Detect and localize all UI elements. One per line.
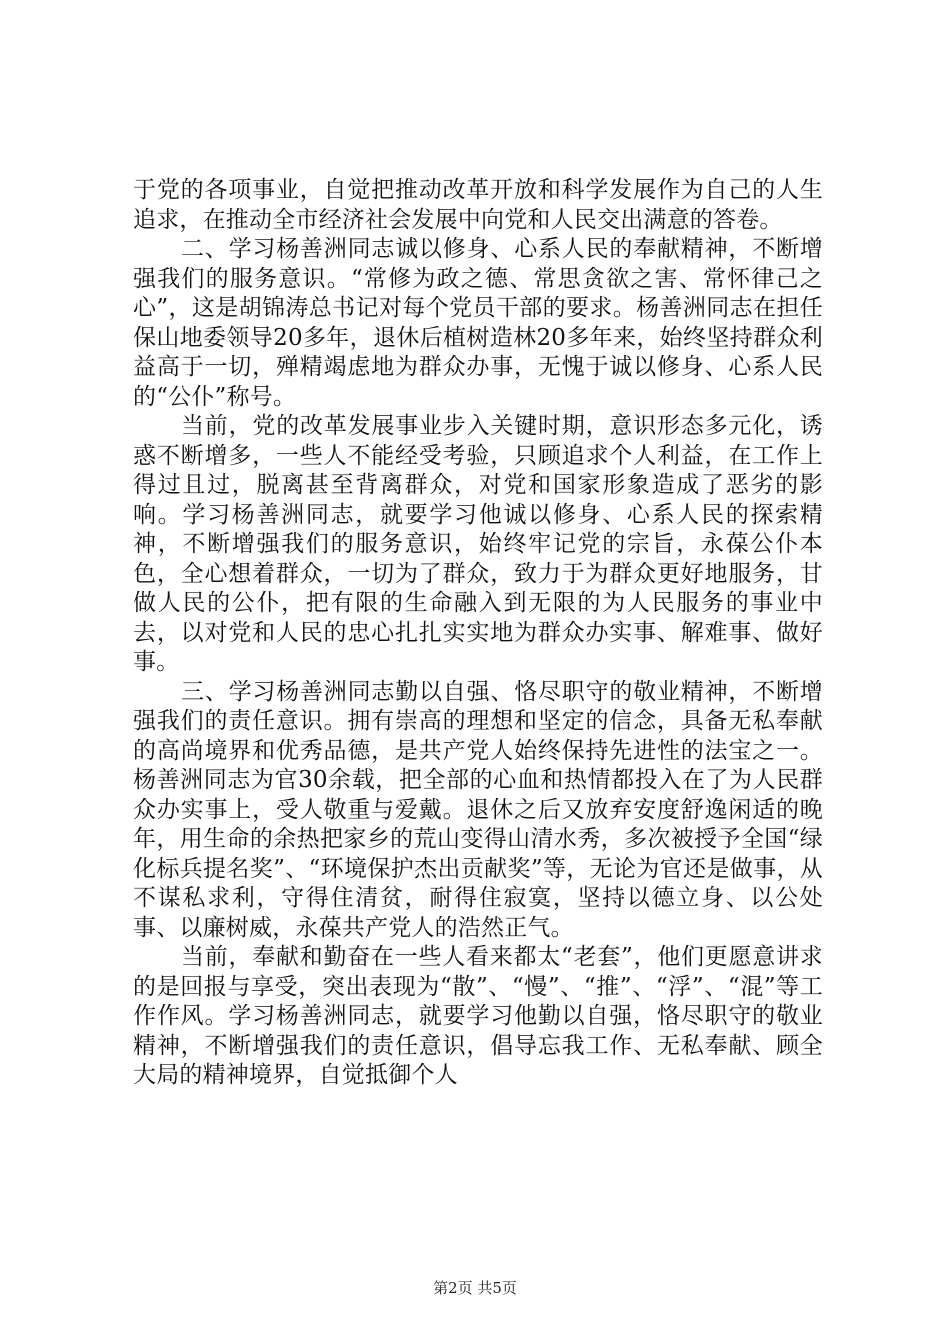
- paragraph: 二、学习杨善洲同志诚以修身、心系人民的奉献精神，不断增强我们的服务意识。“常修为政之德、常思贪欲之害、常怀律己之心”，这是胡锦涛总书记对每个党员干部的要求。杨善洲同志在担任保山地委领导20多年，退休后植树造林20多年来，始终坚持群众利益高于一切，殚精竭虑地为群众办事，无愧于诚以修身、心系人民的“公仆”称号。: [133, 236, 823, 410]
- paragraph: 当前，奉献和勤奋在一些人看来都太“老套”，他们更愿意讲求的是回报与享受，突出表现为“散”、“慢”、“推”、“浮”、“混”等工作作风。学习杨善洲同志，就要学习他勤以自强，恪尽职守的敬业精神，不断增强我们的责任意识，倡导忘我工作、无私奉献、顾全大局的精神境界，自觉抵御个人: [133, 944, 823, 1088]
- page-number-footer: 第2页 共5页: [433, 1279, 517, 1297]
- paragraph: 三、学习杨善洲同志勤以自强、恪尽职守的敬业精神，不断增强我们的责任意识。拥有崇高的理想和坚定的信念，具备无私奉献的高尚境界和优秀品德，是共产党人始终保持先进性的法宝之一。杨善洲同志为官30余载，把全部的心血和热情都投入在了为人民群众办实事上，受人敬重与爱戴。退休之后又放弃安度舒逸闲适的晚年，用生命的余热把家乡的荒山变得山清水秀，多次被授予全国“绿化标兵提名奖”、“环境保护杰出贡献奖”等，无论为官还是做事，从不谋私求利，守得住清贫，耐得住寂寞，坚持以德立身、以公处事、以廉树威，永葆共产党人的浩然正气。: [133, 678, 823, 941]
- paragraph: 于党的各项事业，自觉把推动改革开放和科学发展作为自己的人生追求，在推动全市经济社会发展中向党和人民交出满意的答卷。: [133, 177, 823, 233]
- paragraph: 当前，党的改革发展事业步入关键时期，意识形态多元化，诱惑不断增多，一些人不能经受考验，只顾追求个人利益，在工作上得过且过，脱离甚至背离群众，对党和国家形象造成了恶劣的影响。学习杨善洲同志，就要学习他诚以修身、心系人民的探索精神，不断增强我们的服务意识，始终牢记党的宗旨，永葆公仆本色，全心想着群众，一切为了群众，致力于为群众更好地服务，甘做人民的公仆，把有限的生命融入到无限的为人民服务的事业中去，以对党和人民的忠心扎扎实实地为群众办实事、解难事、做好事。: [133, 413, 823, 675]
- document-body: [133, 176, 823, 1091]
